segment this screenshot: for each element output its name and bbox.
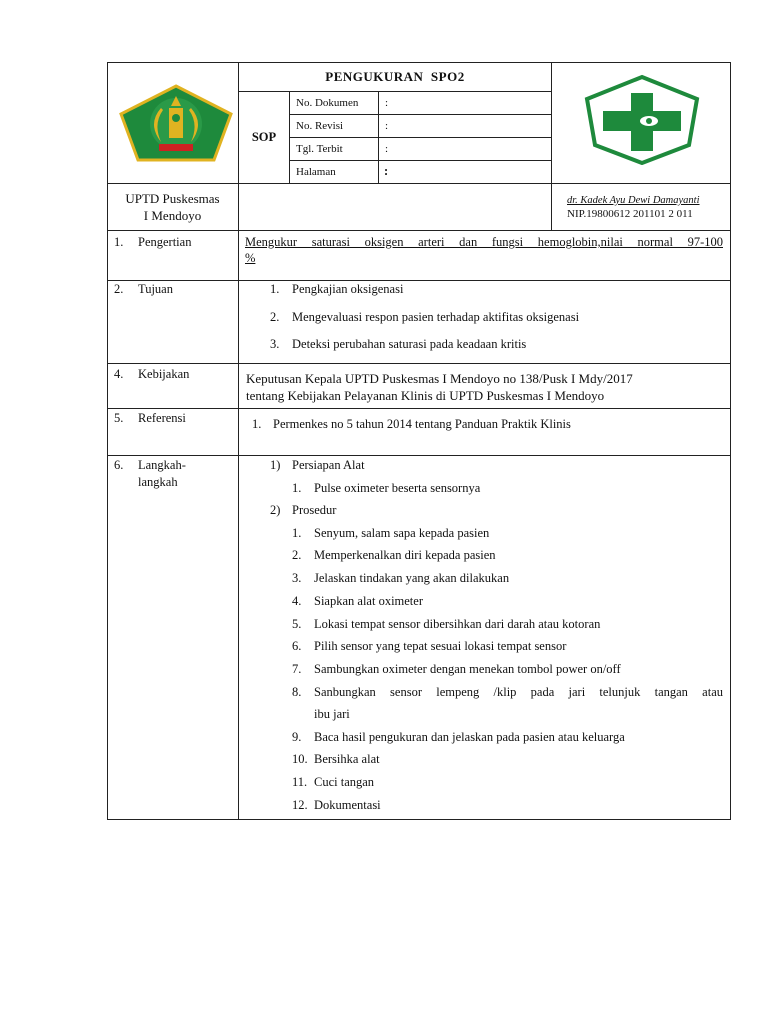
section-num: 4. xyxy=(114,367,124,381)
list-item: Sambungkan oximeter dengan menekan tombol power on/off xyxy=(314,662,621,676)
list-item-num: 1. xyxy=(292,481,302,495)
list-item-num: 2. xyxy=(270,310,280,324)
list-item-num: 4. xyxy=(292,594,302,608)
list-item-num: 12. xyxy=(292,798,308,812)
list-item-num: 11. xyxy=(292,775,308,789)
pengertian-text-cont: % xyxy=(245,251,256,265)
list-item: Lokasi tempat sensor dibersihkan dari darah atau kotoran xyxy=(314,617,601,631)
list-item-num: 1. xyxy=(270,282,280,296)
list-item-num: 2. xyxy=(292,548,302,562)
list-item-num: 8. xyxy=(292,685,302,699)
pengertian-text: Mengukur saturasi oksigen arteri dan fungsi hemoglobin,nilai normal 97-100 xyxy=(245,235,723,249)
field-sep: : xyxy=(384,164,389,178)
list-item: Mengevaluasi respon pasien terhadap aktifitas oksigenasi xyxy=(292,310,580,324)
step-group-num: 2) xyxy=(270,503,281,517)
field-label-tgl-terbit: Tgl. Terbit xyxy=(296,143,343,155)
field-label-no-revisi: No. Revisi xyxy=(296,120,344,132)
list-item-num: 6. xyxy=(292,639,302,653)
field-label-no-dokumen: No. Dokumen xyxy=(296,97,359,109)
list-item: Cuci tangan xyxy=(314,775,375,789)
signer-nip: NIP.19800612 201101 2 011 xyxy=(567,208,693,220)
list-item: Pilih sensor yang tepat sesuai lokasi tempat sensor xyxy=(314,639,567,653)
section-label-langkah: Langkah- xyxy=(138,458,186,472)
list-item-num: 7. xyxy=(292,662,302,676)
list-item-num: 1. xyxy=(252,417,262,431)
list-item: Sanbungkan sensor lempeng /klip pada jari telunjuk tangan atau xyxy=(314,685,723,699)
list-item-num: 10. xyxy=(292,752,308,766)
field-sep: : xyxy=(385,97,389,109)
list-item-num: 3. xyxy=(270,337,280,351)
step-group-title-prosedur: Prosedur xyxy=(292,503,337,517)
list-item: Bersihka alat xyxy=(314,752,380,766)
list-item: Baca hasil pengukuran dan jelaskan pada pasien atau keluarga xyxy=(314,730,625,744)
puskesmas-logo xyxy=(583,73,701,165)
field-sep: : xyxy=(385,120,389,132)
section-label-langkah-cont: langkah xyxy=(138,475,178,489)
section-num: 2. xyxy=(114,282,124,296)
list-item: Jelaskan tindakan yang akan dilakukan xyxy=(314,571,510,585)
document-title: PENGUKURAN SPO2 xyxy=(325,69,465,84)
section-num: 5. xyxy=(114,411,124,425)
list-item: Pulse oximeter beserta sensornya xyxy=(314,481,481,495)
section-label-referensi: Referensi xyxy=(138,411,186,425)
section-label-tujuan: Tujuan xyxy=(138,282,173,296)
section-num: 6. xyxy=(114,458,124,472)
field-label-halaman: Halaman xyxy=(296,166,336,178)
kebijakan-text-line1: Keputusan Kepala UPTD Puskesmas I Mendoyo no 138/Pusk I Mdy/2017 xyxy=(246,371,633,386)
list-item-num: 1. xyxy=(292,526,302,540)
list-item-cont: ibu jari xyxy=(314,707,350,721)
kebijakan-text-line2: tentang Kebijakan Pelayanan Klinis di UPTD Puskesmas I Mendoyo xyxy=(246,388,605,403)
step-group-title-persiapan: Persiapan Alat xyxy=(292,458,365,472)
section-label-pengertian: Pengertian xyxy=(138,235,192,249)
list-item: Pengkajian oksigenasi xyxy=(292,282,404,296)
list-item: Siapkan alat oximeter xyxy=(314,594,423,608)
list-item: Deteksi perubahan saturasi pada keadaan kritis xyxy=(292,337,527,351)
field-sep: : xyxy=(385,143,389,155)
sop-label: SOP xyxy=(251,130,277,144)
signer-name: dr. Kadek Ayu Dewi Damayanti xyxy=(567,195,700,206)
list-item-num: 3. xyxy=(292,571,302,585)
list-item: Memperkenalkan diri kepada pasien xyxy=(314,548,496,562)
list-item-num: 5. xyxy=(292,617,302,631)
list-item: Permenkes no 5 tahun 2014 tentang Panduan Praktik Klinis xyxy=(273,417,571,431)
list-item-num: 9. xyxy=(292,730,302,744)
step-group-num: 1) xyxy=(270,458,281,472)
section-label-kebijakan: Kebijakan xyxy=(138,367,190,381)
list-item: Senyum, salam sapa kepada pasien xyxy=(314,526,490,540)
org-name-line2: I Mendoyo xyxy=(143,208,202,223)
regency-emblem-logo xyxy=(117,84,235,164)
list-item: Dokumentasi xyxy=(314,798,381,812)
org-name-line1: UPTD Puskesmas xyxy=(125,191,220,206)
section-num: 1. xyxy=(114,235,124,249)
